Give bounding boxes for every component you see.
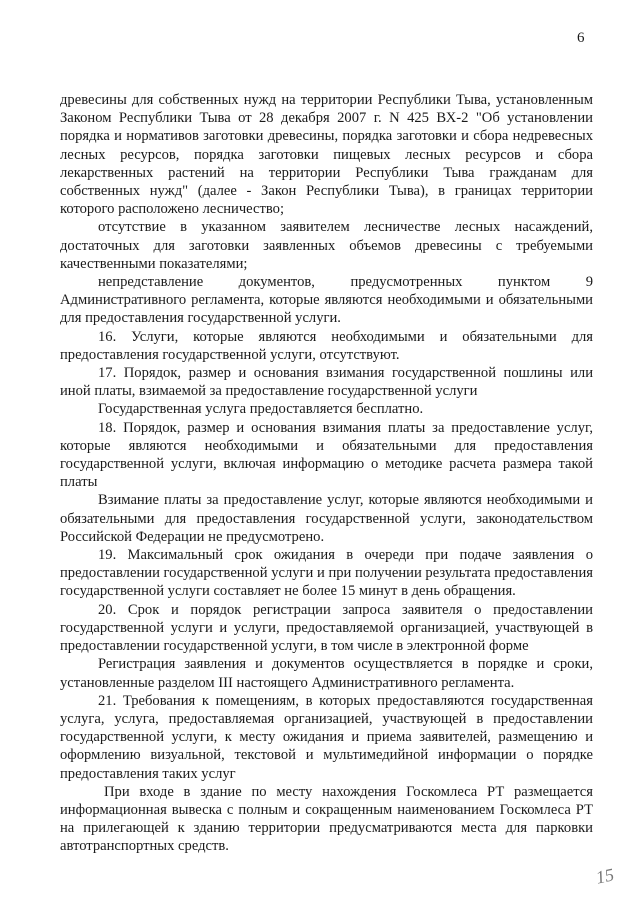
handwritten-page-mark: 15 [594,864,616,888]
paragraph-no-forests: отсутствие в указанном заявителем лесничестве лесных насаждений, достаточных для заготовки заявленных объемов древесины с требуемыми качественными показателями; [60,219,593,272]
page-number: 6 [577,30,585,46]
heading-18: 18. Порядок, размер и основания взимания платы за предоставление услуг, которые являются необходимыми и обязательными для предоставления государственной услуги, включая информацию о методике расчета размера такой платы [60,419,593,491]
document-body [60,91,593,856]
paragraph-registration: Регистрация заявления и документов осуществляется в порядке и сроки, установленные разделом III настоящего Административного регламента. [60,656,593,691]
heading-17: 17. Порядок, размер и основания взимания государственной пошлины или иной платы, взимаемой за предоставление государственной услуги [60,365,593,400]
paragraph-entrance-sign: При входе в здание по месту нахождения Госкомлеса РТ размещается информационная вывеска с полным и сокращенным наименованием Госкомлеса РТ на прилегающей к зданию территории предусматриваются места для парковки автотранспортных средств. [60,783,593,855]
paragraph-19: 19. Максимальный срок ожидания в очереди при подаче заявления о предоставлении государственной услуги и при получении результата предоставления государственной услуги составляет не более 15 минут в день обращения. [60,547,593,600]
heading-21: 21. Требования к помещениям, в которых предоставляются государственная услуга, услуга, предоставляемая организацией, участвующей в предоставлении государственной услуги, к месту ожидания и приема заявителей, размещению и оформлению визуальной, текстовой и мультимедийной информации о порядке предоставления таких услуг [60,692,593,782]
paragraph-free-of-charge: Государственная услуга предоставляется бесплатно. [98,401,424,418]
heading-20: 20. Срок и порядок регистрации запроса заявителя о предоставлении государственной услуги и услуги, предоставляемой организацией, участвующей в предоставлении государственной услуги, в том числе в электронной форме [60,601,593,655]
paragraph-16: 16. Услуги, которые являются необходимыми и обязательными для предоставления государственной услуги, отсутствуют. [60,328,593,363]
paragraph-continuation: древесины для собственных нужд на территории Республики Тыва, установленным Законом Республики Тыва от 28 декабря 2007 г. N 425 ВХ-2 "Об установлении порядка и нормативов заготовки древесины, порядка заготовки и сбора недревесных лесных ресурсов, порядка заготовки пищевых лесных ресурсов и сбора лекарственных растений на территории Республики Тыва гражданам для собственных нужд" (далее - Закон Республики Тыва), в границах территории которого расположено лесничество; [60,92,593,218]
paragraph-no-documents: непредставление документов, предусмотренных пунктом 9 Административного регламента, которые являются необходимыми и обязательными для предоставления государственной услуги. [60,274,593,327]
paragraph-no-fee: Взимание платы за предоставление услуг, которые являются необходимыми и обязательными для предоставления государственной услуги, законодательством Российской Федерации не предусмотрено. [60,492,593,545]
